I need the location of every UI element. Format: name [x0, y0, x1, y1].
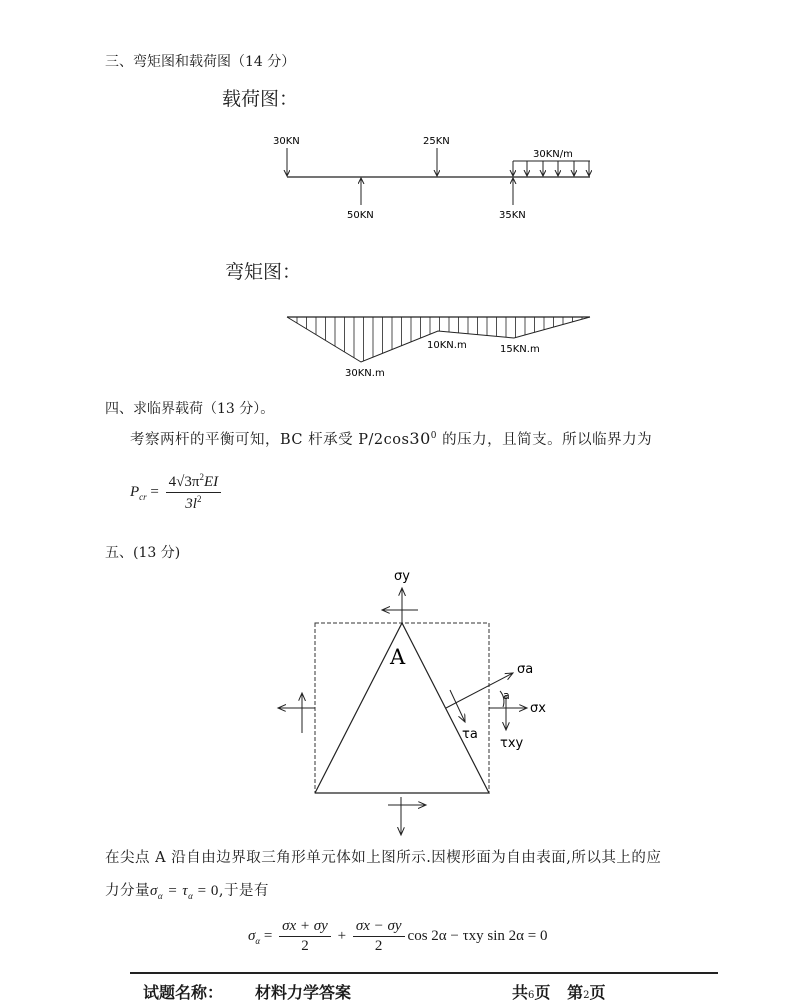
section5-heading: 五、(13 分) [105, 545, 181, 561]
reaction-label-35kn: 35KN [499, 210, 526, 221]
critical-load-formula: $P_{cr}$ = $\frac{4√3\pi^2EI}{3l^2}$ [130, 472, 224, 513]
reaction-label-50kn: 50KN [347, 210, 374, 221]
moment-label-10: 10KN.m [427, 340, 467, 351]
section3-heading: 三、弯矩图和载荷图（14 分） [105, 54, 296, 70]
load-diagram [0, 0, 808, 400]
footer-label: 试题名称： [143, 983, 224, 1002]
sigma-a-label: σa [517, 662, 534, 677]
footer-page-info: 共6页 第2页 [512, 983, 606, 1002]
footer-rule [130, 972, 718, 974]
load-label-25kn: 25KN [423, 136, 450, 147]
point-a-label: A [390, 645, 406, 669]
stress-element-diagram [0, 560, 808, 850]
moment-label-15: 15KN.m [500, 344, 540, 355]
tau-xy-label: τxy [500, 736, 524, 751]
distributed-load-label: 30KN/m [533, 149, 573, 160]
section4-heading: 四、求临界载荷（13 分）。 [105, 401, 275, 417]
moment-diagram-title: 弯矩图： [225, 261, 302, 283]
tau-a-label: τa [462, 727, 478, 742]
section5-paragraph-1: 在尖点 A 沿自由边界取三角形单元体如上图所示.因楔形面为自由表面,所以其上的应 [105, 850, 662, 866]
moment-label-30: 30KN.m [345, 368, 385, 379]
footer-exam-name: 材料力学答案 [255, 983, 352, 1002]
distributed-load [513, 161, 590, 176]
normal-stress-formula: $\sigma_\alpha$ = $\frac{\sigma x + \sigma y}{2}$ + $\frac{\sigma x - \sigma y}{2}$ cos 2α − τxy sin 2α = 0 [248, 918, 548, 954]
angle-label: a [503, 689, 510, 702]
sigma-x-label: σx [530, 701, 546, 716]
load-diagram-title: 载荷图： [222, 88, 299, 110]
sigma-y-label: σy [394, 569, 410, 584]
section5-paragraph-2: 力分量$\sigma_\alpha = \tau_\alpha = 0$,于是有 [105, 883, 269, 901]
section4-text: 考察两杆的平衡可知，BC 杆承受 $P/2\cos 30^0$ 的压力，且简支。所以临界力为 [130, 429, 653, 448]
load-label-30kn: 30KN [273, 136, 300, 147]
